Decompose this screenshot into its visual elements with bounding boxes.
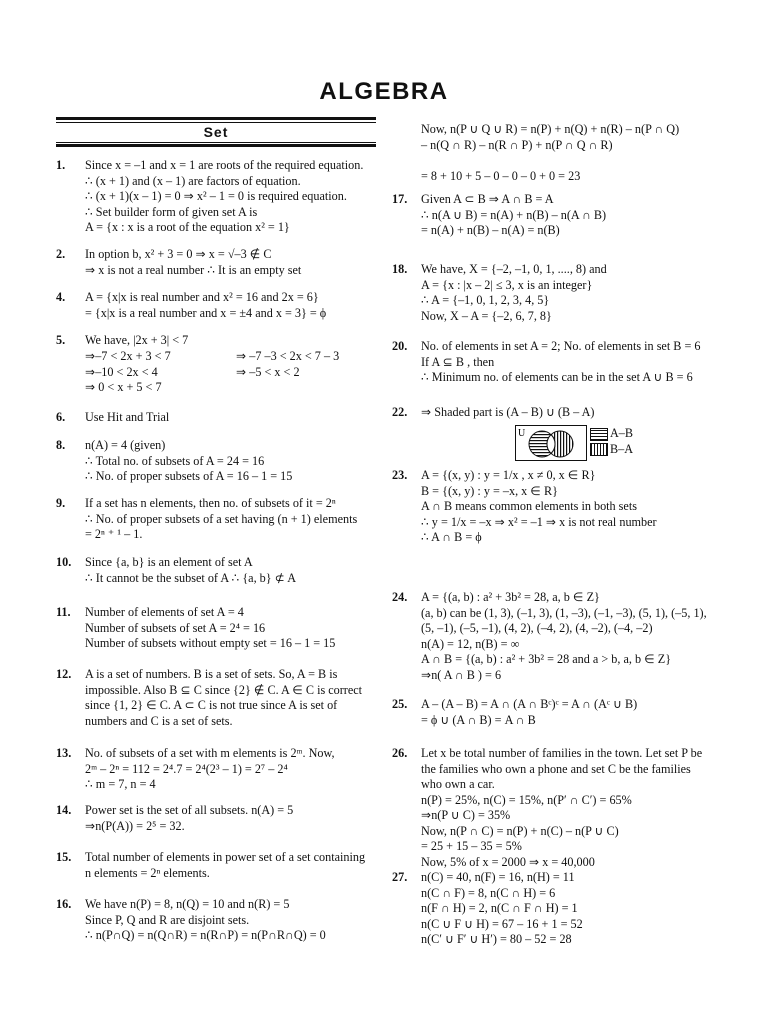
solution-line: Now, n(P ∪ Q ∪ R) = n(P) + n(Q) + n(R) – n(P ∩ Q)	[421, 122, 680, 136]
q5-step-left: ⇒ 0 < x + 5 < 7	[85, 380, 162, 394]
solution-line: A = {x : x is a root of the equation x² = 1}	[85, 220, 290, 234]
q5-step-right: ⇒ –7 –3 < 2x < 7 – 3	[236, 349, 340, 363]
page-title: ALGEBRA	[319, 78, 449, 105]
question-number: 18.	[392, 262, 408, 276]
question-number: 2.	[56, 247, 66, 261]
hatch-vertical-icon	[590, 443, 608, 456]
solution-line: A = {(a, b) : a² + 3b² = 28, a, b ∈ Z}	[421, 590, 600, 604]
solution-line: ⇒n( A ∩ B ) = 6	[421, 667, 502, 682]
solution-line: numbers and C is a set of sets.	[85, 713, 233, 728]
question-number: 24.	[392, 590, 408, 604]
solution-line: ∴ A = {–1, 0, 1, 2, 3, 4, 5}	[421, 293, 550, 307]
solution-line: Since x = –1 and x = 1 are roots of the required equation.	[85, 158, 364, 172]
solution-line: ∴ n(A ∪ B) = n(A) + n(B) – n(A ∩ B)	[421, 207, 607, 222]
solution-line: impossible. Also B ⊆ C since {2} ∉ C. A ∈ C is correct	[85, 682, 363, 697]
solution-line: A ∩ B = {(a, b) : a² + 3b² = 28 and a > b, a, b ∈ Z}	[421, 652, 672, 666]
solution-line: Since P, Q and R are disjoint sets.	[85, 912, 250, 927]
question-number: 1.	[56, 158, 66, 172]
solution-line: No. of subsets of a set with m elements is 2ᵐ. Now,	[85, 746, 335, 760]
legend-a-minus-b: A–B	[610, 426, 634, 440]
question-number: 25.	[392, 697, 408, 711]
solution-line: Let x be total number of families in the town. Let set P be	[421, 746, 703, 760]
question-number: 4.	[56, 290, 66, 304]
question-number: 14.	[56, 803, 72, 817]
solution-line: since {1, 2} ∈ C. A ⊂ C is not true since A is set of	[85, 698, 338, 712]
solution-line: the families who own a phone and set C be the families	[421, 761, 691, 776]
solution-line: We have, |2x + 3| < 7	[85, 333, 189, 347]
solution-line: B = {(x, y) : y = –x, x ∈ R}	[421, 483, 558, 498]
solution-line: ∴ Set builder form of given set A is	[85, 204, 258, 219]
solution-line: n(F ∩ H) = 2, n(C ∩ F ∩ H) = 1	[421, 901, 578, 915]
q5-step-right: ⇒ –5 < x < 2	[236, 364, 300, 379]
section-title: Set	[203, 124, 229, 140]
solution-line: Power set is the set of all subsets. n(A) = 5	[85, 803, 294, 817]
q5-step-left: ⇒–10 < 2x < 4	[85, 364, 158, 379]
solution-line: who own a car.	[421, 777, 495, 791]
solution-line: ∴ (x + 1)(x – 1) = 0 ⇒ x² – 1 = 0 is required equation.	[85, 189, 347, 203]
solution-line: n(A) = 12, n(B) = ∞	[421, 636, 520, 651]
venn-figure	[515, 425, 587, 461]
solution-line	[421, 153, 722, 169]
solution-line: Total number of elements in power set of a set containing	[85, 850, 366, 864]
hatch-horizontal-icon	[590, 428, 608, 441]
question-number: 16.	[56, 897, 72, 911]
solution-line: ⇒n(P(A)) = 2⁵ = 32.	[85, 818, 185, 833]
question-number: 13.	[56, 746, 72, 760]
solution-line: Now, 5% of x = 2000 ⇒ x = 40,000	[421, 854, 595, 869]
solution-line: If a set has n elements, then no. of subsets of it = 2ⁿ	[85, 496, 336, 510]
solution-line: = 25 + 15 – 35 = 5%	[421, 839, 522, 853]
solution-line: = n(A) + n(B) – n(A) = n(B)	[421, 223, 560, 237]
question-number: 26.	[392, 746, 408, 760]
solution-line: n(C) = 40, n(F) = 16, n(H) = 11	[421, 870, 575, 884]
question-number: 23.	[392, 468, 408, 482]
solution-line: Now, X – A = {–2, 6, 7, 8}	[421, 308, 552, 323]
solution-line: = ϕ ∪ (A ∩ B) = A ∩ B	[421, 712, 536, 727]
question-number: 22.	[392, 405, 408, 419]
solution-line: = 2ⁿ ⁺ ¹ – 1.	[85, 527, 143, 541]
question-number: 9.	[56, 496, 66, 510]
solution-line: ∴ y = 1/x = –x ⇒ x² = –1 ⇒ x is not real number	[421, 514, 657, 529]
question-number: 20.	[392, 339, 408, 353]
solution-line: If A ⊆ B , then	[421, 354, 495, 369]
legend-b-minus-a: B–A	[610, 441, 634, 456]
solution-line: n(P) = 25%, n(C) = 15%, n(P′ ∩ C′) = 65%	[421, 792, 632, 807]
solution-line: A = {x|x is real number and x² = 16 and 2x = 6}	[85, 290, 319, 304]
solution-line: ∴ No. of proper subsets of A = 16 – 1 = 15	[85, 469, 293, 483]
solution-line: ∴ m = 7, n = 4	[85, 777, 156, 791]
solution-line: Number of subsets of set A = 2⁴ = 16	[85, 620, 266, 635]
question-number: 27.	[392, 870, 408, 884]
solution-line: Number of subsets without empty set = 16 – 1 = 15	[85, 636, 336, 650]
solution-line: Since {a, b} is an element of set A	[85, 555, 253, 569]
question-number: 8.	[56, 438, 66, 452]
q5-step-left: ⇒–7 < 2x + 3 < 7	[85, 349, 171, 363]
solution-line: n(C′ ∪ F′ ∪ H′) = 80 – 52 = 28	[421, 932, 572, 946]
solution-line: A is a set of numbers. B is a set of sets. So, A = B is	[85, 667, 338, 681]
question-number: 10.	[56, 555, 72, 569]
solution-line: Now, n(P ∩ C) = n(P) + n(C) – n(P ∪ C)	[421, 823, 619, 838]
solution-line: n elements = 2ⁿ elements.	[85, 865, 210, 880]
solution-line: = 8 + 10 + 5 – 0 – 0 – 0 + 0 = 23	[421, 168, 581, 183]
solution-line: A ∩ B means common elements in both sets	[421, 499, 637, 513]
solution-line: We have n(P) = 8, n(Q) = 10 and n(R) = 5	[85, 897, 290, 911]
question-number: 11.	[56, 605, 71, 619]
solution-line: In option b, x² + 3 = 0 ⇒ x = √–3 ∉ C	[85, 247, 272, 261]
solution-line: = {x|x is a real number and x = ±4 and x = 3} = ϕ	[85, 305, 327, 320]
solution-line: A – (A – B) = A ∩ (A ∩ Bᶜ)ᶜ = A ∩ (Aᶜ ∪ B)	[421, 697, 638, 711]
solution-line: ∴ A ∩ B = ϕ	[421, 530, 482, 544]
solution-line: ∴ Minimum no. of elements can be in the set A ∪ B = 6	[421, 370, 693, 384]
question-number: 17.	[392, 192, 408, 206]
solution-line: ∴ n(P∩Q) = n(Q∩R) = n(R∩P) = n(P∩R∩Q) = 0	[85, 928, 326, 942]
solution-line: – n(Q ∩ R) – n(R ∩ P) + n(P ∩ Q ∩ R)	[421, 137, 613, 152]
question-number: 12.	[56, 667, 72, 681]
solution-line: A = {(x, y) : y = 1/x , x ≠ 0, x ∈ R}	[421, 468, 596, 482]
section-header	[56, 117, 376, 147]
solution-line: ∴ (x + 1) and (x – 1) are factors of equation.	[85, 173, 301, 188]
solution-line: Use Hit and Trial	[85, 410, 170, 424]
solution-line: ∴ No. of proper subsets of a set having (n + 1) elements	[85, 511, 358, 526]
solution-line: No. of elements in set A = 2; No. of elements in set B = 6	[421, 339, 701, 353]
solution-line: Number of elements of set A = 4	[85, 605, 244, 619]
solution-line: 2ᵐ – 2ⁿ = 112 = 2⁴.7 = 2⁴(2³ – 1) = 2⁷ – 2⁴	[85, 761, 288, 776]
solution-line: n(C ∪ F ∪ H) = 67 – 16 + 1 = 52	[421, 916, 583, 931]
question-number: 15.	[56, 850, 72, 864]
solution-line: We have, X = {–2, –1, 0, 1, ...., 8) and	[421, 262, 607, 276]
solution-line: ⇒ x is not a real number ∴ It is an empty set	[85, 262, 302, 277]
solution-line: n(C ∩ F) = 8, n(C ∩ H) = 6	[421, 885, 556, 900]
solution-line: ∴ Total no. of subsets of A = 24 = 16	[85, 453, 265, 468]
solution-line: Given A ⊂ B ⇒ A ∩ B = A	[421, 192, 554, 206]
solution-line: n(A) = 4 (given)	[85, 438, 166, 452]
solution-line: A = {x : |x – 2| ≤ 3, x is an integer}	[421, 277, 593, 292]
intersection-region	[547, 435, 555, 454]
solution-line: (a, b) can be (1, 3), (–1, 3), (1, –3), (–1, –3), (5, 1), (–5, 1),	[421, 605, 707, 620]
venn-legend	[590, 426, 722, 457]
solution-line: ⇒n(P ∪ C) = 35%	[421, 808, 511, 822]
universe-label: U	[518, 428, 526, 439]
solution-line: (5, –1), (–5, –1), (4, 2), (–4, 2), (4, –2), (–4, –2)	[421, 621, 653, 635]
question-number: 5.	[56, 333, 66, 347]
solution-line: ⇒ Shaded part is (A – B) ∪ (B – A)	[421, 405, 595, 419]
solution-line: ∴ It cannot be the subset of A ∴ {a, b} ⊄ A	[85, 570, 297, 585]
question-number: 6.	[56, 410, 66, 424]
